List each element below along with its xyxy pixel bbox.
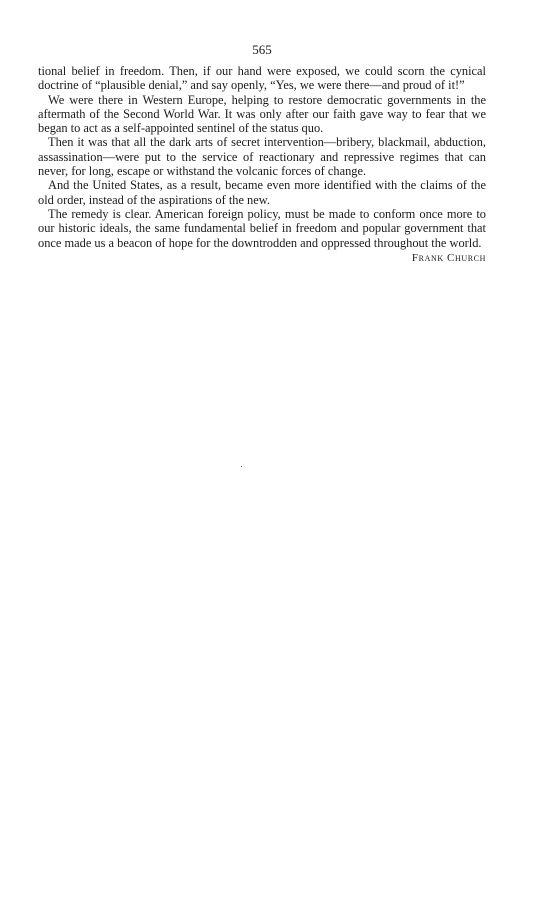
page-number: 565 [252,42,272,57]
paragraph-dark-arts: Then it was that all the dark arts of secret intervention—bribery, blackmail, abduction, assassination—were put to the service of reactionary and repressive regimes that can never, for long, escape or withstand the volcanic forces of change. [38,135,486,179]
document-page [38,42,486,265]
paragraph-continuation: tional belief in freedom. Then, if our hand were exposed, we could scorn the cynical doctrine of “plausible denial,” and say openly, “Yes, we were there—and proud of it!” [38,64,486,93]
paragraph-old-order: And the United States, as a result, became even more identified with the claims of the old order, instead of the aspirations of the new. [38,178,486,207]
paragraph-western-europe: We were there in Western Europe, helping to restore democratic governments in the aftermath of the Second World War. It was only after our faith gave way to fear that we began to act as a self-appointed sentinel of the status quo. [38,92,486,136]
paragraph-remedy: The remedy is clear. American foreign policy, must be made to conform once more to our historic ideals, the same fundamental belief in freedom and popular government that once made us a beacon of hope for the downtrodden and oppressed throughout the world. [38,206,486,250]
scan-speck [241,466,242,467]
author-signature: Frank Church [411,251,486,264]
